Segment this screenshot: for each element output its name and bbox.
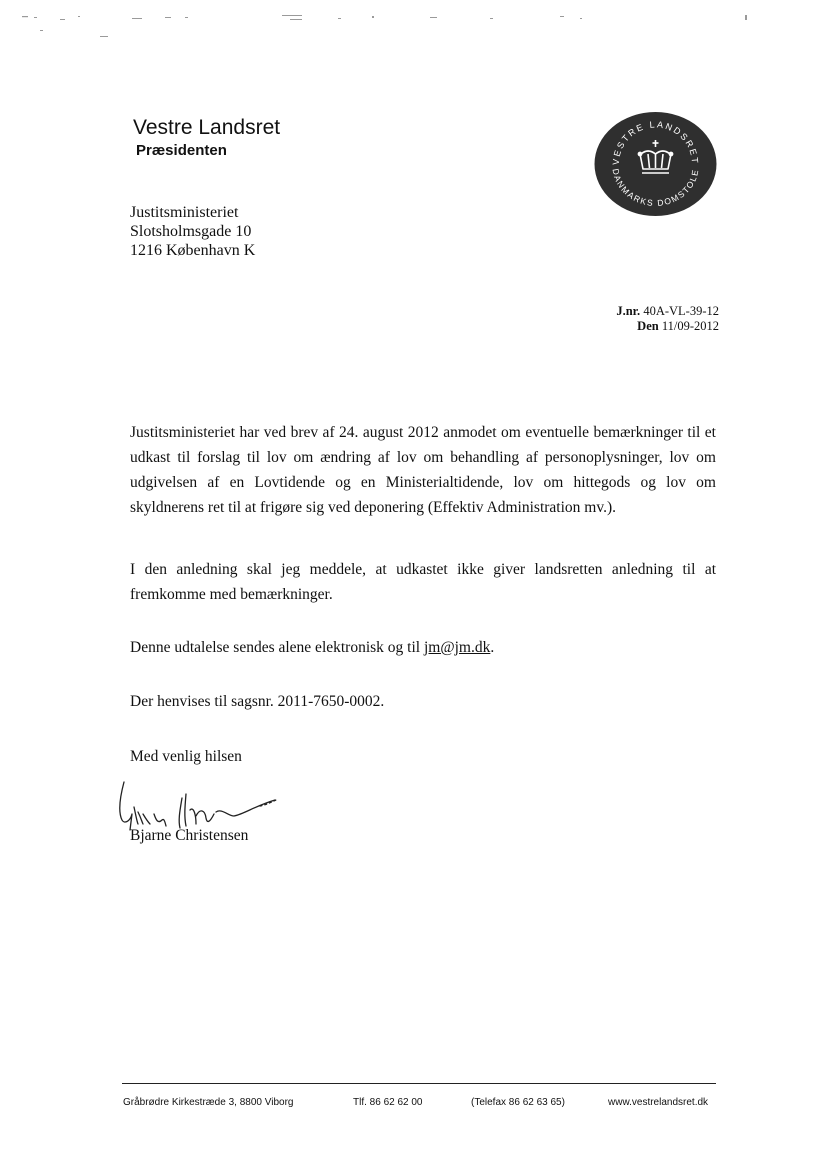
signer-name: Bjarne Christensen (130, 827, 249, 844)
footer-address: Gråbrødre Kirkestræde 3, 8800 Viborg (123, 1097, 294, 1108)
date-value: 11/09-2012 (661, 319, 719, 333)
seal-top-text: VESTRE LANDSRET (610, 119, 701, 166)
date-label: Den (637, 319, 659, 333)
footer-phone: Tlf. 86 62 62 00 (353, 1097, 423, 1108)
organization-name: Vestre Landsret (133, 116, 281, 139)
electronic-suffix: . (490, 639, 495, 656)
department-name: Præsidenten (136, 142, 227, 159)
paragraph-electronic (130, 635, 716, 660)
paragraph-response: I den anledning skal jeg meddele, at udkastet ikke giver landsretten anledning til at fremkomme med bemærkninger. (130, 561, 716, 603)
scan-noise (20, 14, 800, 44)
seal-bottom-text: DANMARKS DOMSTOLE (610, 167, 701, 209)
footer-website[interactable]: www.vestrelandsret.dk (608, 1097, 709, 1108)
paragraph-case-number: Der henvises til sagsnr. 2011-7650-0002. (130, 693, 385, 710)
footer (0, 1097, 826, 1115)
reference-block (616, 304, 719, 334)
electronic-text: Denne udtalelse sendes alene elektronisk og til (130, 639, 424, 656)
recipient-name: Justitsministeriet (130, 204, 239, 221)
footer-fax: (Telefax 86 62 63 65) (471, 1097, 565, 1108)
footer-divider (122, 1083, 716, 1084)
paragraph-request: Justitsministeriet har ved brev af 24. august 2012 anmodet om eventuelle bemærkninger til et udkast til forslag til lov om ændring af lov om behandling af personoplysninger, lov om udgivelsen af en Lovtidende og en Ministerialtidende, lov om hittegods og lov om skyldnerens ret til at frigøre sig ved deponering (Effektiv Administration mv.). (130, 424, 716, 516)
email-link[interactable]: jm@jm.dk (423, 639, 491, 656)
jnr-label: J.nr. (616, 304, 641, 318)
closing-greeting: Med venlig hilsen (130, 748, 242, 765)
recipient-street: Slotsholmsgade 10 (130, 223, 252, 240)
recipient-city: 1216 København K (130, 242, 256, 259)
recipient-address (130, 203, 255, 260)
court-seal (593, 110, 718, 218)
jnr-value: 40A-VL-39-12 (643, 304, 719, 318)
